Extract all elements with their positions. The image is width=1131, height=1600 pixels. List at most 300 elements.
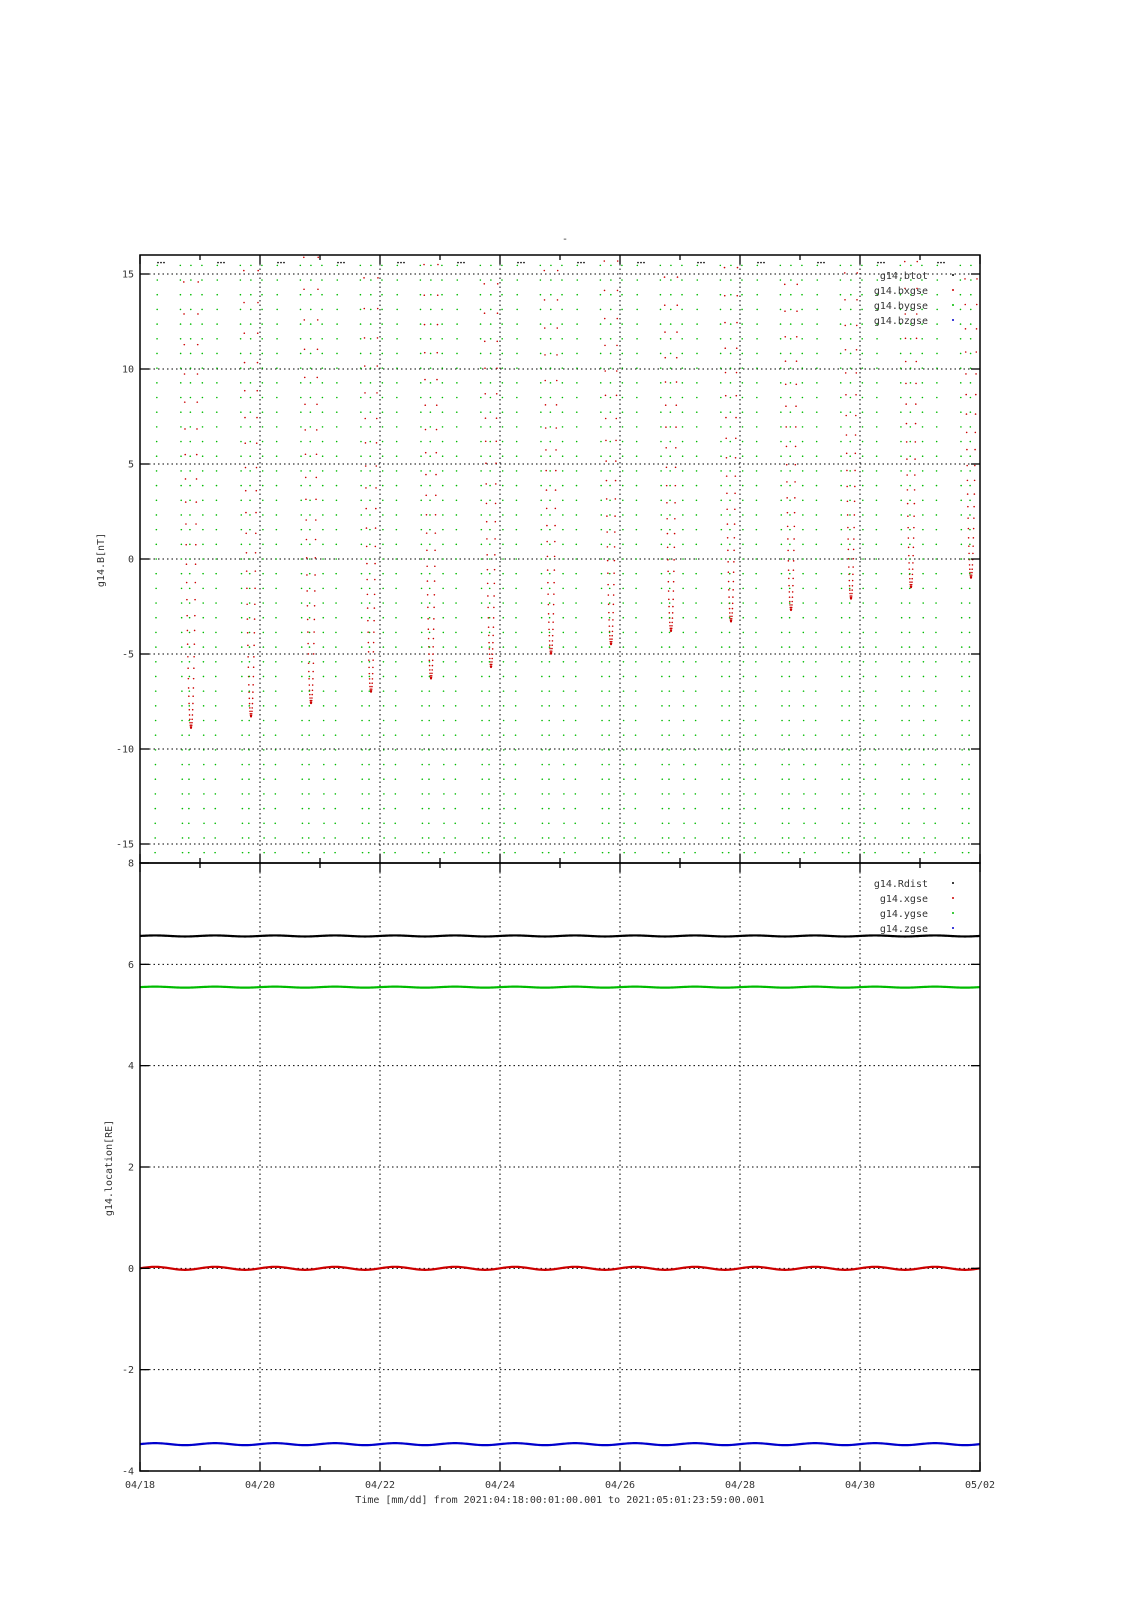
bygse-point	[969, 485, 971, 487]
bxgse-point	[309, 684, 311, 686]
bygse-point	[322, 588, 324, 590]
bygse-point	[610, 411, 612, 413]
bygse-point	[623, 764, 625, 766]
bygse-point	[300, 338, 302, 340]
bygse-point	[362, 808, 364, 810]
bygse-point	[962, 793, 964, 795]
bygse-point	[601, 646, 603, 648]
bygse-point	[960, 265, 962, 267]
bygse-point	[308, 837, 310, 839]
bygse-point	[850, 411, 852, 413]
bygse-point	[863, 852, 865, 854]
bygse-point	[695, 764, 697, 766]
bygse-point	[742, 617, 744, 619]
bygse-point	[874, 852, 876, 854]
bygse-point	[602, 793, 604, 795]
bygse-point	[275, 705, 277, 707]
bygse-point	[301, 529, 303, 531]
bygse-point	[310, 294, 312, 296]
bxgse-point	[489, 658, 491, 660]
bxgse-point	[486, 521, 488, 523]
bygse-point	[849, 544, 851, 546]
bygse-point	[961, 705, 963, 707]
bygse-point	[309, 573, 311, 575]
bygse-point	[636, 470, 638, 472]
bxgse-point	[907, 489, 909, 491]
bygse-point	[849, 573, 851, 575]
bxgse-point	[255, 552, 257, 554]
bygse-point	[300, 411, 302, 413]
bxgse-point	[549, 650, 551, 652]
bxgse-point	[671, 629, 673, 631]
bygse-point	[934, 852, 936, 854]
bxgse-point	[965, 373, 967, 375]
bygse-point	[669, 514, 671, 516]
bygse-point	[782, 852, 784, 854]
bxgse-point	[789, 596, 791, 598]
bygse-point	[275, 690, 277, 692]
bygse-point	[923, 705, 925, 707]
bygse-point	[850, 294, 852, 296]
x-tick-labels	[125, 1480, 995, 1491]
bygse-point	[362, 852, 364, 854]
bygse-point	[382, 485, 384, 487]
bygse-point	[455, 720, 457, 722]
bxgse-point	[674, 518, 676, 520]
bxgse-point	[609, 641, 611, 643]
bygse-point	[721, 661, 723, 663]
bygse-point	[841, 734, 843, 736]
bygse-point	[562, 441, 564, 443]
bygse-point	[481, 529, 483, 531]
bygse-point	[249, 470, 251, 472]
bxgse-point	[306, 539, 308, 541]
bygse-point	[850, 353, 852, 355]
bygse-point	[876, 455, 878, 457]
bygse-point	[575, 588, 577, 590]
bygse-point	[334, 852, 336, 854]
bygse-point	[262, 441, 264, 443]
bxgse-point	[604, 345, 606, 347]
bygse-point	[756, 455, 758, 457]
bygse-point	[240, 441, 242, 443]
bygse-point	[635, 544, 637, 546]
bygse-point	[368, 793, 370, 795]
bxgse-point	[672, 606, 674, 608]
bxgse-point	[547, 569, 549, 571]
bygse-point	[489, 455, 491, 457]
bxgse-point	[735, 395, 737, 397]
bygse-point	[622, 573, 624, 575]
bygse-point	[308, 764, 310, 766]
bygse-point	[515, 661, 517, 663]
bxgse-point	[792, 585, 794, 587]
bxgse-point	[725, 395, 727, 397]
btot-point	[877, 262, 879, 264]
bygse-point	[730, 367, 732, 369]
bygse-point	[202, 558, 204, 560]
bxgse-point	[915, 403, 917, 405]
bygse-point	[695, 778, 697, 780]
btot-point	[580, 262, 582, 264]
bygse-point	[215, 632, 217, 634]
bygse-point	[382, 367, 384, 369]
bygse-point	[323, 720, 325, 722]
bxgse-point	[188, 703, 190, 705]
bygse-point	[696, 279, 698, 281]
bygse-point	[480, 279, 482, 281]
bygse-point	[862, 411, 864, 413]
bygse-point	[876, 499, 878, 501]
bygse-point	[876, 485, 878, 487]
bxgse-point	[552, 629, 554, 631]
bygse-point	[180, 397, 182, 399]
bygse-point	[542, 808, 544, 810]
bygse-point	[682, 470, 684, 472]
bygse-point	[936, 397, 938, 399]
bygse-point	[970, 294, 972, 296]
bxgse-point	[373, 651, 375, 653]
bygse-point	[695, 558, 697, 560]
bygse-point	[682, 455, 684, 457]
bygse-point	[743, 778, 745, 780]
bxgse-point	[907, 515, 909, 517]
bygse-point	[695, 705, 697, 707]
bygse-point	[608, 749, 610, 751]
bxgse-point	[847, 527, 849, 529]
bygse-point	[201, 294, 203, 296]
bygse-point	[489, 514, 491, 516]
bygse-point	[517, 265, 519, 267]
series-g14-ygse	[140, 987, 980, 988]
bygse-point	[815, 558, 817, 560]
bygse-point	[261, 309, 263, 311]
bygse-point	[335, 705, 337, 707]
bxgse-point	[846, 453, 848, 455]
bygse-point	[361, 764, 363, 766]
bygse-point	[502, 397, 504, 399]
bygse-point	[370, 411, 372, 413]
bygse-point	[301, 573, 303, 575]
bygse-point	[970, 353, 972, 355]
bygse-point	[874, 837, 876, 839]
bygse-point	[789, 646, 791, 648]
bygse-point	[576, 382, 578, 384]
bygse-point	[488, 793, 490, 795]
bxgse-point	[672, 599, 674, 601]
bygse-point	[429, 588, 431, 590]
bygse-point	[481, 646, 483, 648]
bygse-point	[489, 485, 491, 487]
btot-point	[460, 262, 462, 264]
bygse-point	[721, 558, 723, 560]
bxgse-point	[187, 667, 189, 669]
bxgse-point	[489, 664, 491, 666]
bygse-point	[241, 661, 243, 663]
bygse-point	[842, 793, 844, 795]
bygse-point	[803, 690, 805, 692]
bxgse-point	[664, 304, 666, 306]
bygse-point	[563, 808, 565, 810]
bygse-point	[308, 749, 310, 751]
bygse-point	[542, 793, 544, 795]
bygse-point	[429, 602, 431, 604]
bygse-point	[816, 279, 818, 281]
bygse-point	[909, 529, 911, 531]
bxgse-point	[374, 607, 376, 609]
bygse-point	[428, 852, 430, 854]
bygse-point	[755, 558, 757, 560]
bygse-point	[842, 852, 844, 854]
bygse-point	[430, 323, 432, 325]
bxgse-point	[549, 640, 551, 642]
bygse-point	[729, 690, 731, 692]
bxgse-point	[426, 565, 428, 567]
bygse-point	[935, 558, 937, 560]
bygse-point	[575, 690, 577, 692]
bygse-point	[456, 397, 458, 399]
bxgse-point	[612, 631, 614, 633]
bygse-point	[181, 676, 183, 678]
bygse-point	[909, 441, 911, 443]
bygse-point	[743, 632, 745, 634]
bygse-point	[429, 617, 431, 619]
bxgse-point	[612, 619, 614, 621]
bxgse-point	[484, 312, 486, 314]
bxgse-point	[195, 501, 197, 503]
bygse-point	[934, 808, 936, 810]
bxgse-point	[786, 446, 788, 448]
bygse-point	[189, 632, 191, 634]
bygse-point	[755, 646, 757, 648]
bxgse-point	[193, 667, 195, 669]
bygse-point	[383, 720, 385, 722]
bygse-point	[310, 382, 312, 384]
bygse-point	[310, 353, 312, 355]
bygse-point	[968, 778, 970, 780]
bygse-point	[216, 441, 218, 443]
bxgse-point	[367, 620, 369, 622]
bygse-point	[216, 367, 218, 369]
bxgse-point	[735, 438, 737, 440]
bygse-point	[480, 455, 482, 457]
bygse-point	[722, 852, 724, 854]
bxgse-point	[845, 372, 847, 374]
bygse-point	[250, 279, 252, 281]
bygse-point	[480, 470, 482, 472]
bygse-point	[443, 749, 445, 751]
bygse-point	[923, 749, 925, 751]
bxgse-point	[543, 270, 545, 272]
bygse-point	[961, 573, 963, 575]
bxgse-point	[784, 284, 786, 286]
bxgse-point	[252, 684, 254, 686]
bygse-point	[622, 397, 624, 399]
bygse-point	[660, 485, 662, 487]
bxgse-point	[905, 383, 907, 385]
bygse-point	[241, 676, 243, 678]
bygse-point	[661, 588, 663, 590]
bygse-point	[309, 632, 311, 634]
bygse-point	[780, 382, 782, 384]
bxgse-point	[306, 574, 308, 576]
bygse-point	[721, 734, 723, 736]
bygse-point	[742, 367, 744, 369]
bygse-point	[563, 837, 565, 839]
bygse-point	[683, 837, 685, 839]
bygse-point	[802, 411, 804, 413]
btot-point	[523, 262, 525, 264]
bxgse-point	[485, 417, 487, 419]
bygse-point	[968, 720, 970, 722]
bxgse-point	[851, 589, 853, 591]
bygse-point	[370, 426, 372, 428]
bygse-point	[861, 353, 863, 355]
bxgse-point	[489, 648, 491, 650]
bygse-point	[428, 778, 430, 780]
bygse-point	[669, 485, 671, 487]
bxgse-point	[429, 673, 431, 675]
bygse-point	[909, 646, 911, 648]
bygse-point	[188, 793, 190, 795]
bygse-point	[156, 353, 158, 355]
bygse-point	[695, 793, 697, 795]
bygse-point	[481, 778, 483, 780]
bygse-point	[970, 426, 972, 428]
bygse-point	[203, 852, 205, 854]
bxgse-point	[366, 579, 368, 581]
bygse-point	[683, 690, 685, 692]
bxgse-point	[423, 264, 425, 266]
bygse-point	[683, 778, 685, 780]
bxgse-point	[615, 460, 617, 462]
bygse-point	[563, 852, 565, 854]
bxgse-point	[666, 502, 668, 504]
bygse-point	[368, 808, 370, 810]
bygse-point	[249, 514, 251, 516]
bygse-point	[936, 411, 938, 413]
bygse-point	[360, 294, 362, 296]
bygse-point	[755, 676, 757, 678]
bygse-point	[781, 588, 783, 590]
bxgse-point	[314, 590, 316, 592]
bxgse-point	[429, 665, 431, 667]
bygse-point	[442, 617, 444, 619]
btot-point	[583, 262, 585, 264]
bygse-point	[335, 661, 337, 663]
bygse-point	[563, 690, 565, 692]
bygse-point	[720, 397, 722, 399]
bygse-point	[661, 529, 663, 531]
bygse-point	[635, 676, 637, 678]
bygse-point	[669, 676, 671, 678]
bygse-point	[875, 705, 877, 707]
bygse-point	[816, 323, 818, 325]
bygse-point	[263, 720, 265, 722]
bygse-point	[969, 573, 971, 575]
bygse-point	[849, 617, 851, 619]
bygse-point	[263, 632, 265, 634]
bygse-point	[668, 793, 670, 795]
bygse-point	[420, 411, 422, 413]
bygse-point	[217, 265, 219, 267]
bygse-point	[908, 705, 910, 707]
bygse-point	[660, 470, 662, 472]
bygse-point	[788, 852, 790, 854]
bygse-point	[694, 852, 696, 854]
bxgse-point	[187, 630, 189, 632]
bxgse-point	[254, 632, 256, 634]
p2-marks	[140, 935, 980, 1445]
bygse-point	[361, 720, 363, 722]
bygse-point	[395, 544, 397, 546]
bygse-point	[788, 808, 790, 810]
bygse-point	[490, 397, 492, 399]
bygse-point	[216, 485, 218, 487]
bygse-point	[816, 514, 818, 516]
bygse-point	[369, 558, 371, 560]
bygse-point	[901, 602, 903, 604]
bygse-point	[489, 573, 491, 575]
bygse-point	[336, 485, 338, 487]
bygse-point	[180, 514, 182, 516]
bxgse-point	[434, 580, 436, 582]
bxgse-point	[427, 594, 429, 596]
bygse-point	[540, 353, 542, 355]
bygse-point	[456, 323, 458, 325]
bygse-point	[875, 558, 877, 560]
bygse-point	[743, 661, 745, 663]
bygse-point	[456, 279, 458, 281]
bxgse-point	[435, 514, 437, 516]
bygse-point	[240, 338, 242, 340]
bygse-point	[790, 309, 792, 311]
bygse-point	[301, 558, 303, 560]
p2-ticks	[122, 859, 980, 1478]
bygse-point	[936, 279, 938, 281]
bxgse-point	[373, 631, 375, 633]
bygse-point	[756, 441, 758, 443]
bygse-point	[248, 808, 250, 810]
bygse-point	[910, 353, 912, 355]
bygse-point	[456, 529, 458, 531]
bxgse-point	[667, 533, 669, 535]
bygse-point	[841, 705, 843, 707]
bygse-point	[622, 470, 624, 472]
bxgse-point	[668, 599, 670, 601]
bygse-point	[156, 529, 158, 531]
bygse-point	[781, 778, 783, 780]
bygse-point	[370, 265, 372, 267]
bxgse-point	[787, 538, 789, 540]
bygse-point	[683, 661, 685, 663]
bxgse-point	[788, 585, 790, 587]
bygse-point	[383, 822, 385, 824]
bxgse-point	[484, 341, 486, 343]
bygse-point	[862, 485, 864, 487]
bygse-point	[816, 294, 818, 296]
bxgse-point	[557, 299, 559, 301]
bygse-point	[263, 822, 265, 824]
bygse-point	[310, 338, 312, 340]
bygse-point	[395, 778, 397, 780]
bygse-point	[840, 382, 842, 384]
btot-point	[457, 262, 459, 264]
bygse-point	[541, 720, 543, 722]
bxgse-point	[247, 632, 249, 634]
bygse-point	[182, 822, 184, 824]
bygse-point	[669, 632, 671, 634]
